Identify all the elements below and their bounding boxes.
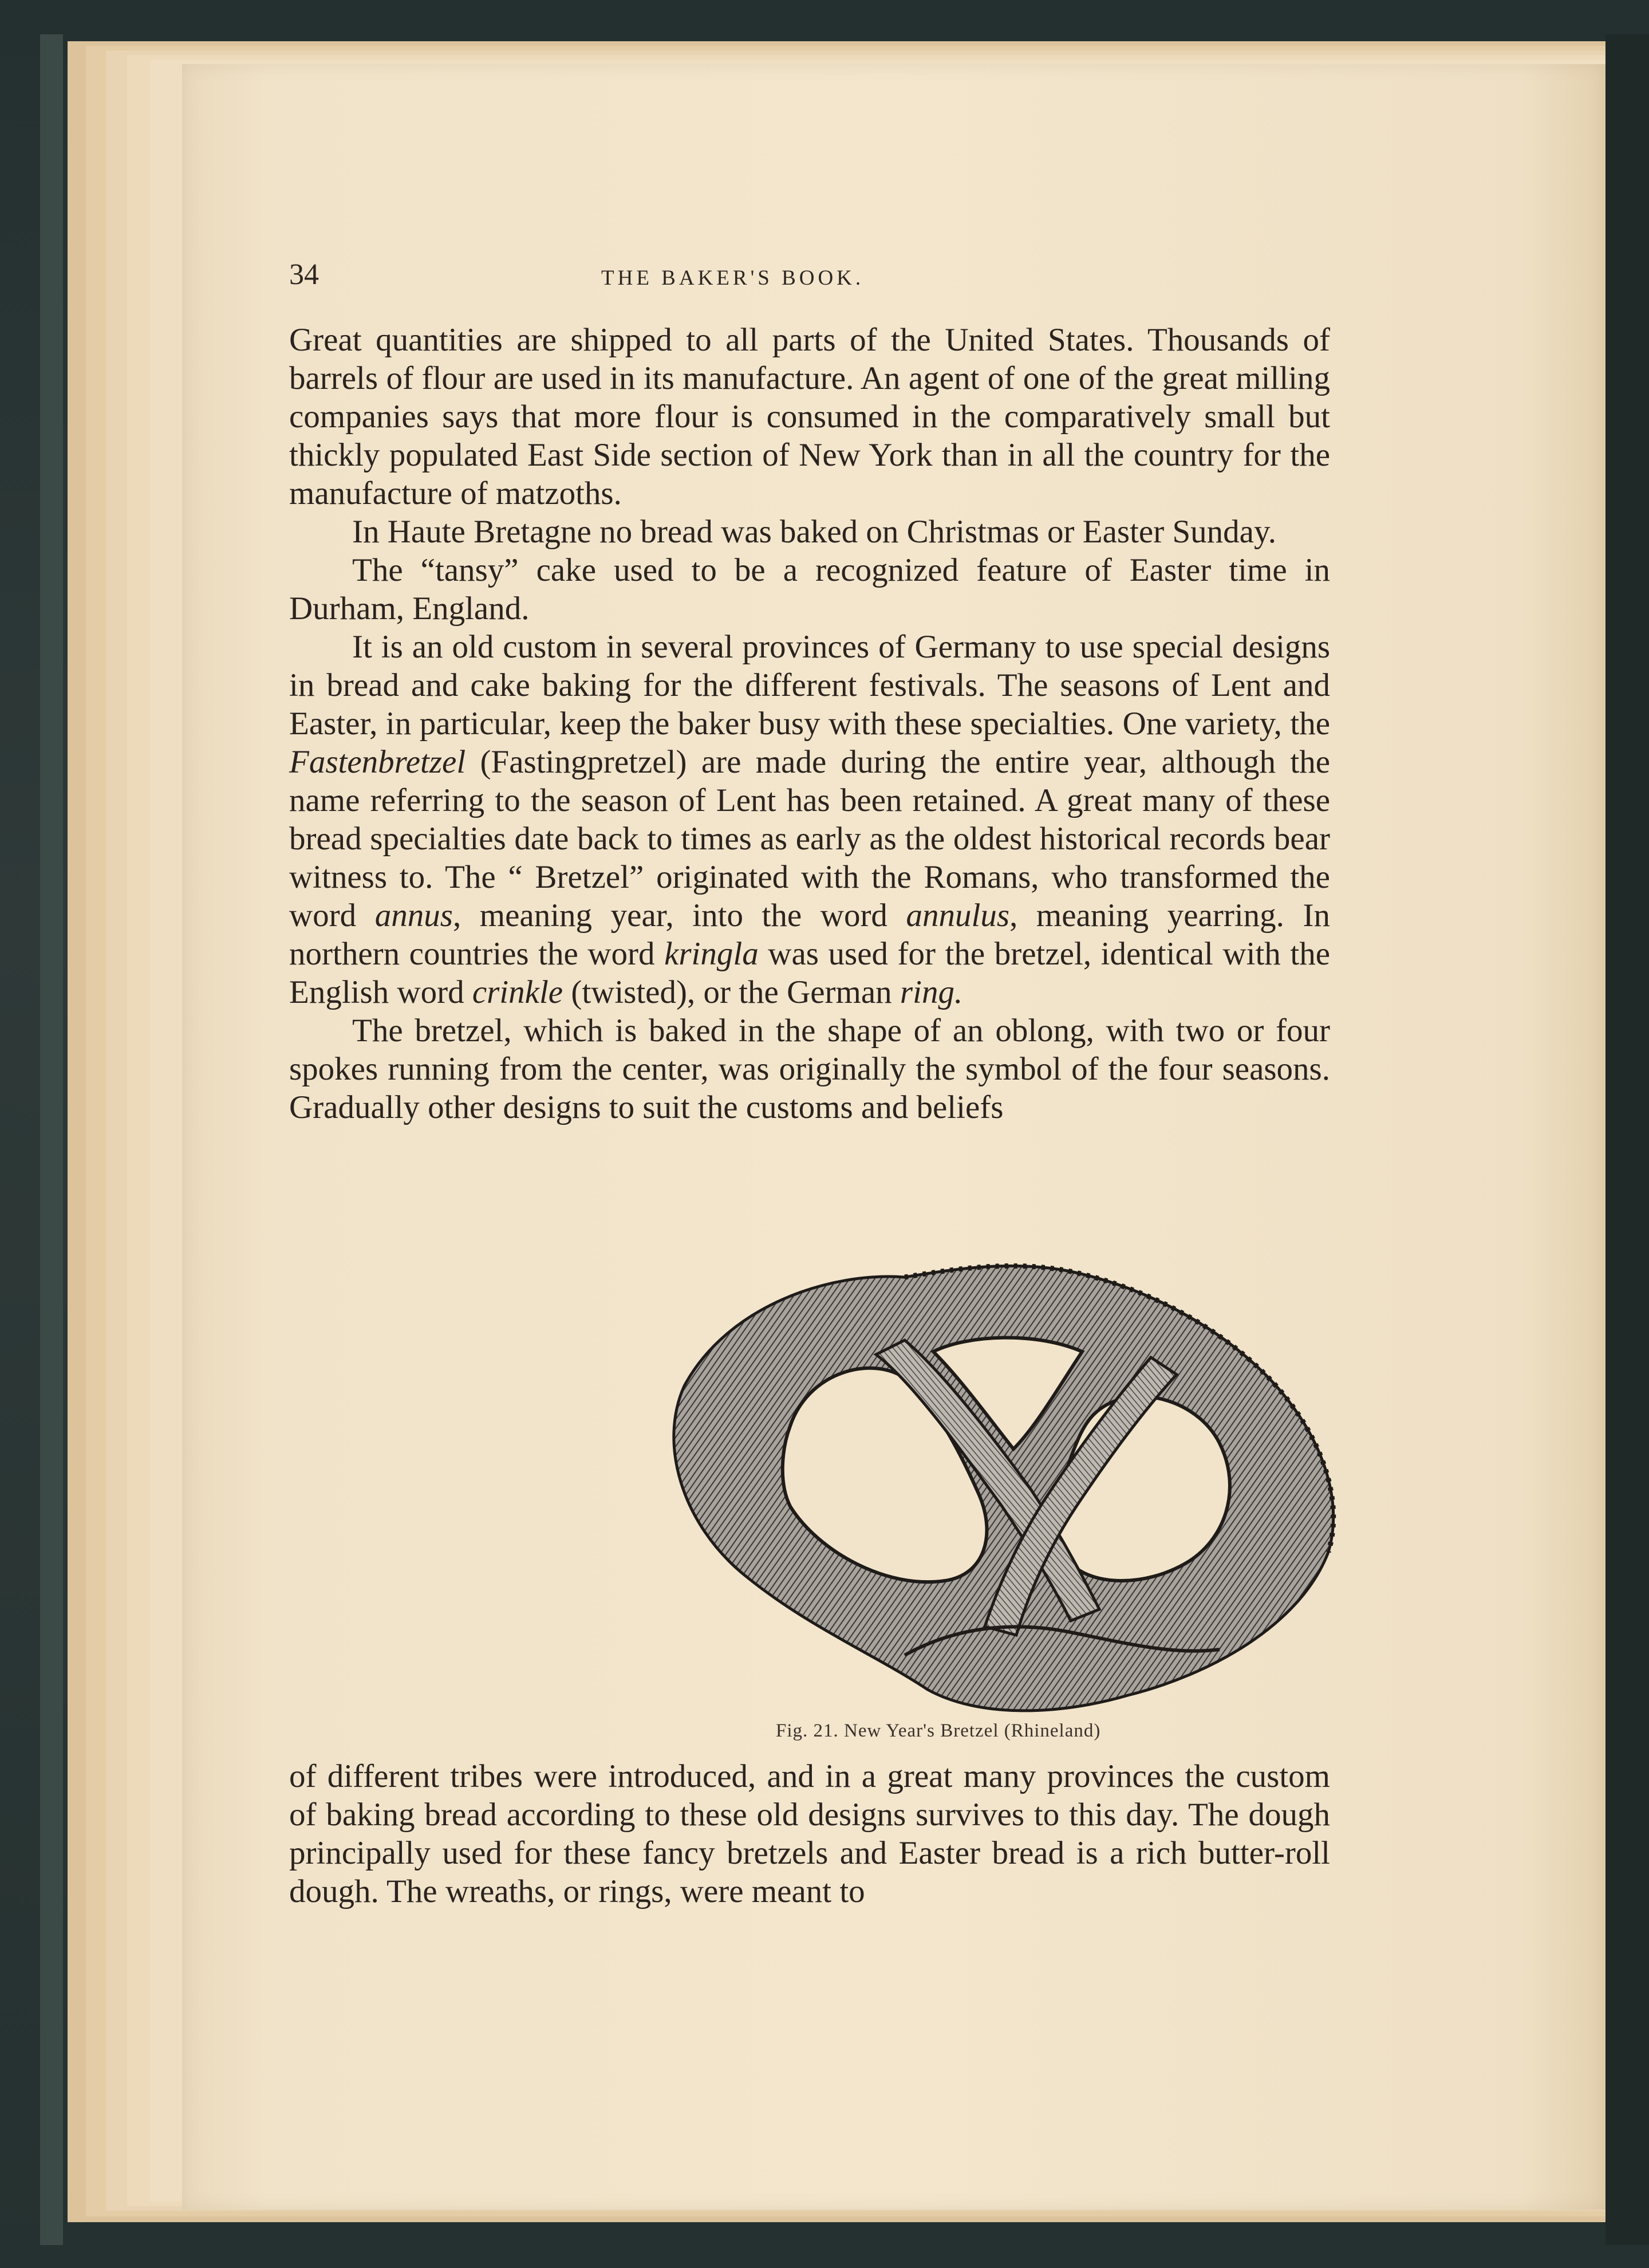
text-run: (Fastingpretzel) are made during the entire year, although the name referring to the season of Lent has been retained. A great many of these bread specialties date back to times as early as the oldest historical records bear witness to. The “ Bretzel” originated with the Romans, who transformed the word bbox=[289, 744, 1330, 934]
paragraph: The bretzel, which is baked in the shape of an oblong, with two or four spokes running from the center, was originally the symbol of the four seasons. Gradually other designs to suit the customs and beliefs bbox=[289, 1013, 1330, 1125]
text-run: It is an old custom in several provinces of Germany to use special designs in bread and cake baking for the different festivals. The seasons of Lent and Easter, in particular, keep the baker busy with these specialties. One variety, the bbox=[289, 629, 1330, 742]
pretzel-illustration bbox=[658, 1254, 1340, 1724]
body-text-lower bbox=[289, 1757, 1330, 1911]
text-run: , meaning yearring. In northern countries the word bbox=[289, 897, 1330, 972]
italic-term: kringla bbox=[664, 936, 759, 972]
paragraph: The “tansy” cake used to be a recognized feature of Easter time in Durham, England. bbox=[289, 552, 1330, 627]
italic-term: Fastenbretzel bbox=[289, 744, 466, 780]
running-title: THE BAKER'S BOOK. bbox=[601, 266, 865, 290]
italic-term: annus bbox=[374, 897, 453, 934]
text-run: was used for the bretzel, identical with the English word bbox=[289, 936, 1330, 1010]
italic-term: annulus bbox=[906, 897, 1010, 934]
pretzel-engraving bbox=[658, 1254, 1340, 1724]
paragraph bbox=[289, 628, 1330, 1011]
body-text-upper bbox=[289, 321, 1330, 1127]
text-run: (twisted), or the German bbox=[563, 974, 900, 1010]
paragraph: of different tribes were introduced, and in a great many provinces the custom of baking bread according to these old designs survives to this day. The dough principally used for these fancy bretzels and Easter bread is a rich butter-roll dough. The wreaths, or rings, were meant to bbox=[289, 1758, 1330, 1909]
figure-caption: Fig. 21. New Year's Bretzel (Rhineland) bbox=[776, 1720, 1101, 1741]
text-run: , meaning year, into the word bbox=[452, 897, 906, 934]
page-number: 34 bbox=[289, 258, 319, 291]
italic-term: crinkle bbox=[472, 974, 563, 1010]
running-head bbox=[289, 253, 1320, 299]
gutter-shadow bbox=[1605, 34, 1649, 2245]
italic-term: ring. bbox=[900, 974, 963, 1010]
paragraph: In Haute Bretagne no bread was baked on Christmas or Easter Sunday. bbox=[352, 514, 1277, 550]
paragraph: Great quantities are shipped to all parts of the United States. Thousands of barrels of flour are used in its manufacture. An agent of one of the great milling companies says that more flour is consumed in the comparatively small but thickly populated East Side section of New York than in all the country for the manufacture of matzoths. bbox=[289, 322, 1330, 511]
book-cover-edge bbox=[40, 34, 63, 2245]
